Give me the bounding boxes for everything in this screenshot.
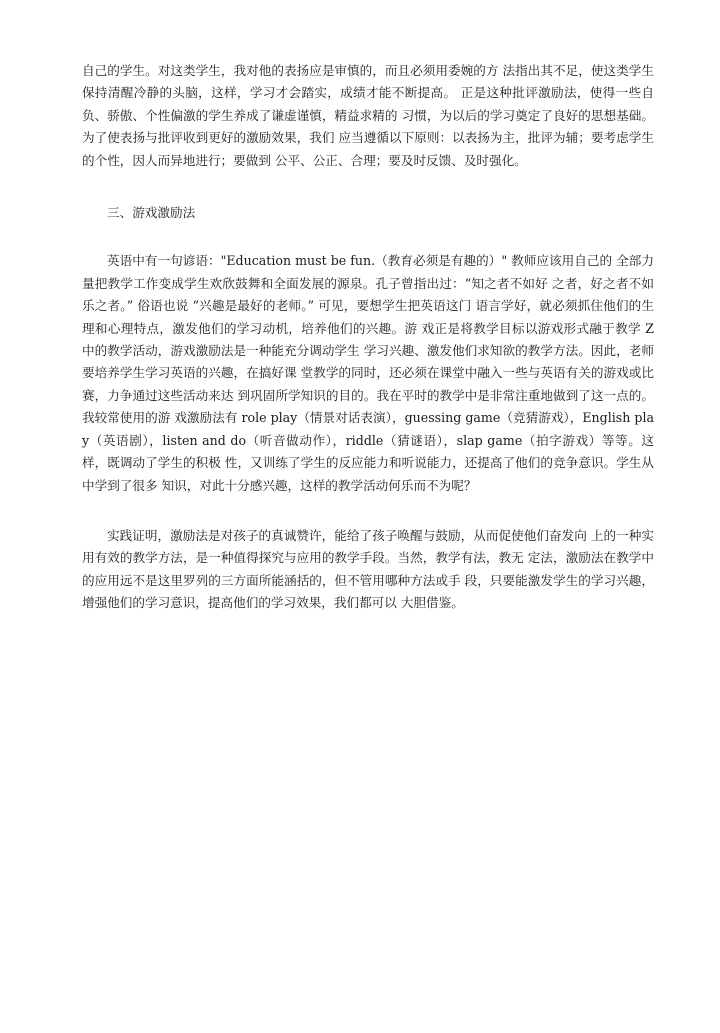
paragraph-conclusion: 实践证明，激励法是对孩子的真诚赞许，能给了孩子唤醒与鼓励，从而促使他们奋发向 上的一种实用有效的教学方法，是一种值得探究与应用的教学手段。当然，教学有法，教无 定法，激励法在教学中的应用远不是这里罗列的三方面所能涵括的，但不管用哪种方法或手 段，只要能激发学生的学习兴趣，增强他们的学习意识，提高他们的学习效果，我们都可以 大胆借鉴。: [82, 527, 654, 611]
paragraph-game-motivation: 英语中有一句谚语："Education must be fun.（教育必须是有趣的）" 教师应该用自己的 全部力量把教学工作变成学生欢欣鼓舞和全面发展的源泉。孔子曾指出过：“知之者不如好 之者，好之者不如乐之者。” 俗语也说 “兴趣是最好的老师。” 可见，要想学生把英语这门 语言学好，就必须抓住他们的生理和心理特点，激发他们的学习动机，培养他们的兴趣。游 戏正是将教学目标以游戏形式融于教学 Z 中的教学活动，游戏激励法是一种能充分调动学生 学习兴趣、激发他们求知欲的教学方法。因此，老师要培养学生学习英语的兴趣，在搞好课 堂教学的同时，还必须在课堂中融入一些与英语有关的游戏或比赛，力争通过这些活动来达 到巩固所学知识的目的。我在平时的教学中是非常注重地做到了这一点的。我较常使用的游 戏激励法有 role play（情景对话表演），guessing game（竞猜游戏），English play（英语剧），listen and do（听音做动作），riddle（猜谜语），slap game（拍字游戏）等等。这样，既调动了学生的积极 性，又训练了学生的反应能力和听说能力，还提高了他们的竞争意识。学生从中学到了很多 知识，对此十分感兴趣，这样的教学活动何乐而不为呢？: [82, 253, 654, 493]
document-page: [82, 60, 654, 615]
section-heading-game-motivation: 三、游戏激励法: [107, 205, 196, 221]
paragraph-praise-criticism: 自己的学生。对这类学生，我对他的表扬应是审慎的，而且必须用委婉的方 法指出其不足，使这类学生保持清醒冷静的头脑，这样，学习才会踏实，成绩才能不断提高。 正是这种批评激励法，使得一些自负、骄傲、个性偏激的学生养成了谦虚谨慎，精益求精的 习惯，为以后的学习奠定了良好的思想基础。为了使表扬与批评收到更好的激励效果，我们 应当遵循以下原则：以表扬为主，批评为辅；要考虑学生的个性，因人而异地进行；要做到 公平、公正、合理；要及时反馈、及时强化。: [82, 63, 654, 168]
